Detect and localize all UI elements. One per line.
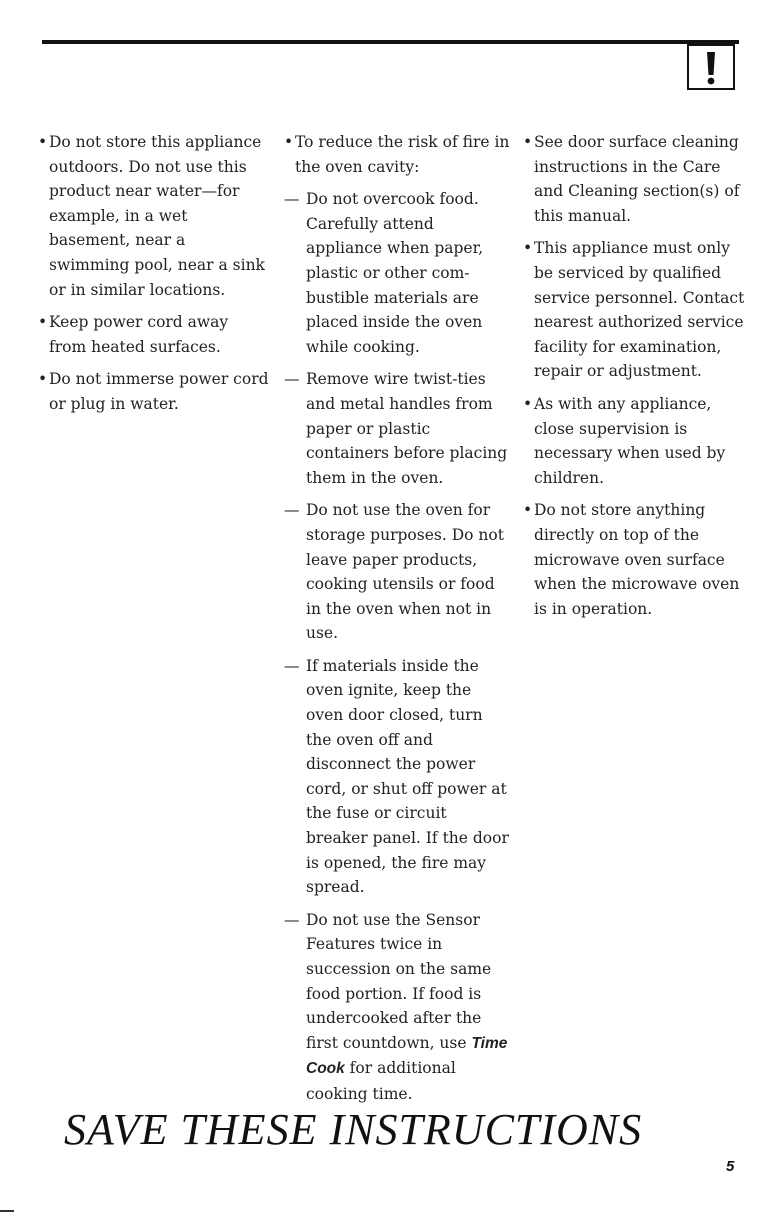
list-item xyxy=(38,310,270,359)
time-cook-label: Time Cook xyxy=(306,1034,508,1078)
list-item-text: Do not store this appliance outdoors. Do not use this product near water—for example, in a wet basement, near a swimming pool, near a sink or in similar locations. xyxy=(49,133,265,299)
dash-mark: — xyxy=(284,190,300,209)
sub-item xyxy=(284,908,512,1107)
column-2 xyxy=(284,130,512,1115)
bullet: • xyxy=(523,133,533,151)
column-3 xyxy=(523,130,748,629)
sub-item-text: Do not use the oven for storage purposes. Do not leave paper products, cooking utensils or food in the oven when not in use. xyxy=(306,501,504,643)
sub-item-text: Remove wire twist-ties and metal handles from paper or plastic containers before placing them in the oven. xyxy=(306,370,508,487)
sub-item xyxy=(284,187,512,359)
dash-mark: — xyxy=(284,656,300,675)
sub-item-text: Do not use the Sensor Features twice in succession on the same food portion. If food is undercooked after the first countdown, use xyxy=(306,910,492,1052)
warning-box xyxy=(687,44,735,90)
dash-mark: — xyxy=(284,370,300,389)
sub-item-text-end: for additional cooking time. xyxy=(306,1059,456,1103)
sub-item xyxy=(284,498,512,646)
bullet: • xyxy=(523,394,533,413)
top-rule xyxy=(42,40,739,44)
list-item-text: Do not store anything directly on top of the microwave oven surface when the microwave oven is in operation. xyxy=(534,501,740,618)
sub-item-text: Do not overcook food. Carefully attend appliance when paper, plastic or other com-bustible materials are placed inside the oven while cooking. xyxy=(306,190,484,356)
list-item xyxy=(523,392,748,490)
list-item-text: This appliance must only be serviced by qualified service personnel. Contact nearest authorized service facility for examination, repair or adjustment. xyxy=(534,239,745,381)
bullet: • xyxy=(523,239,533,258)
exclamation-icon xyxy=(689,46,733,88)
list-item xyxy=(38,367,270,416)
list-item-text: See door surface cleaning instructions in the Care and Cleaning section(s) of this manual. xyxy=(534,133,740,225)
bullet: • xyxy=(38,370,48,389)
sub-item-text: If materials inside the oven ignite, keep the oven door closed, turn the oven off and disconnect the power cord, or shut off power at the fuse or circuit breaker panel. If the door is opened, the fire may spread. xyxy=(306,656,509,897)
list-item xyxy=(523,498,748,621)
dash-mark: — xyxy=(284,910,300,929)
list-item xyxy=(38,130,270,302)
list-item-text: Do not immerse power cord or plug in water. xyxy=(49,370,269,413)
column-1 xyxy=(38,130,270,425)
list-item xyxy=(523,130,748,228)
bullet: • xyxy=(38,313,48,332)
bullet: • xyxy=(284,133,294,151)
dash-mark: — xyxy=(284,501,300,520)
list-item-text: Keep power cord away from heated surfaces. xyxy=(49,313,229,356)
save-instructions-heading: SAVE THESE INSTRUCTIONS xyxy=(64,1105,643,1154)
list-item-text: As with any appliance, close supervision is necessary when used by children. xyxy=(534,394,726,487)
list-item xyxy=(523,236,748,384)
list-item-text: To reduce the risk of fire in the oven cavity: xyxy=(295,133,510,176)
bullet: • xyxy=(523,501,533,520)
page-number: 5 xyxy=(726,1158,735,1175)
list-item xyxy=(284,130,512,179)
bullet: • xyxy=(38,133,48,151)
sub-item xyxy=(284,654,512,900)
sub-item xyxy=(284,367,512,490)
footer-rule xyxy=(0,1210,14,1212)
